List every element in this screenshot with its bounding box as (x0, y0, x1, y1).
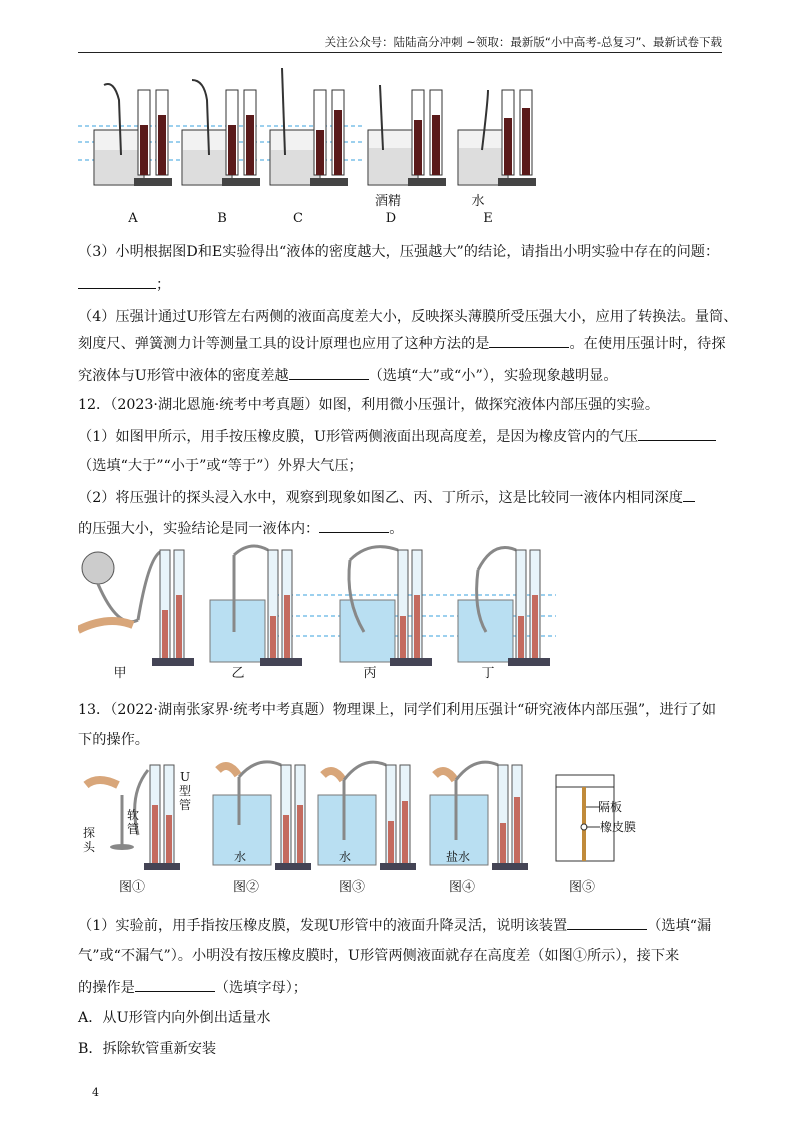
q13-label-plate: 隔板 (597, 800, 622, 814)
q12-p1-line1: （1）如图甲所示，用手按压橡皮膜，U形管两侧液面出现高度差，是因为橡皮管内的气压 (78, 426, 725, 447)
fig1-label-d-liquid: 酒精 (374, 194, 401, 209)
q13-caption-2: 图② (232, 880, 259, 895)
gauge-bing (340, 547, 432, 666)
apparatus-a (94, 84, 172, 186)
q13-caption-4: 图④ (448, 880, 475, 895)
fig1-label-e-liquid: 水 (471, 194, 485, 209)
q12-caption-ding: 丁 (481, 666, 495, 681)
q13-option-a: A．从U形管内向外倒出适量水 (78, 1010, 271, 1026)
q12-caption-bing: 丙 (363, 666, 377, 681)
figure-q12-pressure-gauges (78, 540, 558, 675)
q11-p4-line1: （4）压强计通过U形管左右两侧的液面高度差大小，反映探头薄膜所受压强大小，应用了转换法。量筒、 (78, 309, 738, 325)
q13-caption-1: 图① (118, 880, 145, 895)
apparatus-e (458, 90, 536, 186)
answer-blank[interactable] (289, 365, 369, 380)
answer-blank[interactable] (638, 426, 716, 441)
q13-caption-5: 图⑤ (568, 880, 595, 895)
answer-blank[interactable] (135, 977, 215, 992)
q13-label-hose: 软管 (126, 808, 139, 836)
q13-label-membrane: 橡皮膜 (599, 820, 636, 834)
answer-blank[interactable] (683, 487, 695, 502)
answer-blank[interactable] (567, 915, 647, 930)
fig1-caption-e: E (483, 211, 493, 226)
q13-caption-3: 图③ (338, 880, 365, 895)
q13-p1-line3: 的操作是 （选填字母）； (78, 977, 725, 998)
q13-label-probe: 探头 (82, 826, 95, 854)
q12-title: 12．（2023·湖北恩施·统考中考真题）如图，利用微小压强计，做探究液体内部压强的实验。 (78, 397, 660, 413)
q12-p1-line2: （选填“大于”“小于”或“等于”）外界大气压； (78, 458, 363, 474)
q13-label-water-2: 水 (233, 850, 246, 864)
gauge-ding (458, 548, 550, 667)
apparatus-b (182, 80, 260, 186)
q13-label-saltwater: 盐水 (445, 850, 470, 864)
q12-caption-yi: 乙 (231, 666, 245, 681)
q12-p2-line1: （2）将压强计的探头浸入水中，观察到现象如图乙、丙、丁所示，这是比较同一液体内相同深度 (78, 487, 725, 508)
page-header (78, 34, 722, 53)
apparatus-d (368, 85, 446, 186)
q13-title-line2: 下的操作。 (78, 732, 149, 748)
q13-label-u-tube: U型管 (178, 770, 191, 812)
fig1-caption-d: D (385, 211, 397, 226)
q11-p4-line2: 刻度尺、弹簧测力计等测量工具的设计原理也应用了这种方法的是 。在使用压强计时，待探 (78, 333, 725, 354)
q13-label-water-3: 水 (338, 850, 351, 864)
q13-title-line1: 13．（2022·湖南张家界·统考中考真题）物理课上，同学们利用压强计“研究液体内部压强”，进行了如 (78, 702, 717, 718)
q13-p1-line2: 气”或“不漏气”）。小明没有按压橡皮膜时，U形管两侧液面就存在高度差（如图①所示），接下来 (78, 948, 680, 964)
q11-p3-line2: ； (78, 274, 725, 295)
fig1-caption-a: A (128, 211, 138, 226)
page-number: 4 (92, 1086, 99, 1099)
fig1-caption-b: B (217, 211, 227, 226)
header-text: 关注公众号：陆陆高分冲刺 ~领取：最新版“小中高考-总复习”、最新试卷下载 (324, 35, 722, 49)
gauge-yi (210, 546, 302, 666)
answer-blank[interactable] (489, 333, 569, 348)
q12-caption-jia: 甲 (113, 666, 127, 681)
q12-p2-line2: 的压强大小，实验结论是同一液体内： 。 (78, 518, 725, 539)
q13-p1-line1: （1）实验前，用手指按压橡皮膜，发现U形管中的液面升降灵活，说明该装置 （选填“漏 (78, 915, 725, 936)
gauge-jia (78, 550, 194, 666)
q13-option-b: B．拆除软管重新安装 (78, 1041, 217, 1057)
fig1-caption-c: C (293, 211, 303, 226)
answer-blank[interactable] (78, 274, 156, 289)
q11-p4-line3: 究液体与U形管中液体的密度差越 （选填“大”或“小”），实验现象越明显。 (78, 365, 725, 386)
apparatus-c (270, 68, 348, 186)
answer-blank[interactable] (319, 518, 389, 533)
q11-p3-line1: （3）小明根据图D和E实验得出“液体的密度越大，压强越大”的结论，请指出小明实验中存在的问题： (78, 244, 720, 260)
